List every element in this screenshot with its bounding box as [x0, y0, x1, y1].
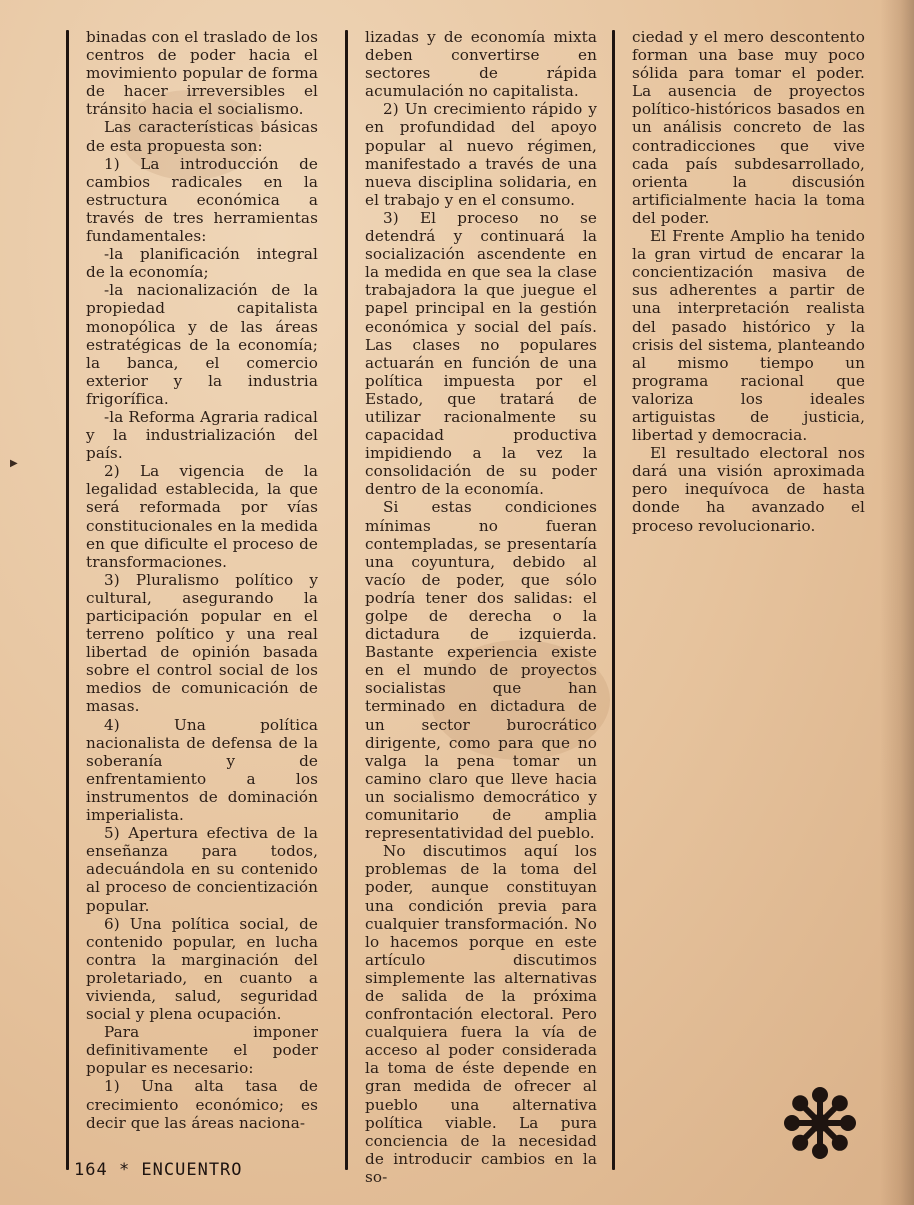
paragraph: 1) La introducción de cambios radicales en la estructura económica a través de tres herramientas fundamentales:	[86, 154, 318, 246]
paragraph: 4) Una política nacionalista de defensa de la soberanía y de enfrentamiento a los instrumentos de dominación imperialista.	[86, 715, 318, 825]
paragraph: Para imponer definitivamente el poder popular es necesario:	[86, 1023, 318, 1078]
paragraph: -la nacionalización de la propiedad capitalista monopólica y de las áreas estratégicas de la economía; la banca, el comercio exterior y la industria frigorífica.	[86, 281, 318, 408]
paragraph: -la planificación integral de la economía;	[86, 245, 318, 282]
ornament-petal	[840, 1115, 856, 1131]
paragraph: El Frente Amplio ha tenido la gran virtud de encarar la concientización masiva de sus adherentes a partir de una interpretación realista del pasado histórico y la crisis del sistema, planteando al mismo tiempo un programa racional que valoriza los ideales artiguistas de justicia, libertad y democracia.	[632, 227, 865, 445]
page-footer: 164 * ENCUENTRO	[74, 1160, 243, 1180]
column-rule-left	[66, 30, 69, 1170]
article-column-2	[365, 28, 597, 1186]
paragraph: binadas con el traslado de los centros de poder hacia el movimiento popular de forma de hacer irreversibles el tránsito hacia el socialismo.	[86, 28, 318, 119]
ornament-petal	[784, 1115, 800, 1131]
paragraph: 2) La vigencia de la legalidad establecida, la que será reformada por vías constitucionales en la medida en que dificulte el proceso de transformaciones.	[86, 462, 318, 571]
paragraph: El resultado electoral nos dará una visión aproximada pero inequívoca de hasta donde ha avanzado el proceso revolucionario.	[632, 444, 865, 535]
paragraph: No discutimos aquí los problemas de la toma del poder, aunque constituyan una condición previa para cualquier transformación. No lo hacemos porque en este artículo discutimos simplemente las alternativas de salida de la próxima confrontación electoral. Pero cualquiera fuera la vía de acceso al poder considerada la toma de éste depende en gran medida de ofrecer al pueblo una alternativa política viable. La pura conciencia de la necesidad de introducir cambios en la so-	[365, 842, 597, 1186]
ornament-petal	[832, 1095, 848, 1111]
paragraph: 2) Un crecimiento rápido y en profundidad del apoyo popular al nuevo régimen, manifestado a través de una nueva disciplina solidaria, en el trabajo y en el consumo.	[365, 100, 597, 209]
paragraph: ciedad y el mero descontento forman una base muy poco sólida para tomar el poder. La ausencia de proyectos político-históricos basados en un análisis concreto de las contradicciones que vive cada país subdesarrollado, orienta la discusión artificialmente hacia la toma del poder.	[632, 28, 865, 227]
ornament-petal	[792, 1135, 808, 1151]
paragraph: -la Reforma Agraria radical y la industrialización del país.	[86, 407, 318, 463]
article-column-3	[632, 28, 865, 1168]
ornament-petal	[812, 1143, 828, 1159]
page-edge-shadow	[880, 0, 914, 1205]
column-rule-right	[612, 30, 615, 1170]
ornament-petal	[832, 1135, 848, 1151]
paragraph: 1) Una alta tasa de crecimiento económico; es decir que las áreas naciona-	[86, 1077, 318, 1132]
paragraph: 5) Apertura efectiva de la enseñanza para todos, adecuándola en su contenido al proceso de concientización popular.	[86, 824, 318, 915]
paragraph: 3) El proceso no se detendrá y continuará la socialización ascendente en la medida en que sea la clase trabajadora la que juegue el papel principal en la gestión económica y social del país. Las clases no populares actuarán en función de una política impuesta por el Estado, que tratará de utilizar racionalmente su capacidad productiva impidiendo a la vez la consolidación de su poder dentro de la economía.	[365, 208, 597, 499]
article-column-1	[86, 28, 318, 1168]
paragraph: Las características básicas de esta propuesta son:	[86, 118, 318, 155]
ornament-petal	[812, 1087, 828, 1103]
paragraph: 3) Pluralismo político y cultural, asegurando la participación popular en el terreno político y una real libertad de opinión basada sobre el control social de los medios de comunicación de masas.	[86, 570, 318, 716]
paragraph: 6) Una política social, de contenido popular, en lucha contra la marginación del proletariado, en cuanto a vivienda, salud, seguridad social y plena ocupación.	[86, 914, 318, 1024]
flower-ornament-icon	[782, 1085, 858, 1161]
column-rule-middle	[345, 30, 348, 1170]
margin-arrow-icon: ▶	[10, 458, 18, 469]
paragraph: lizadas y de economía mixta deben convertirse en sectores de rápida acumulación no capitalista.	[365, 28, 597, 101]
ornament-petal	[792, 1095, 808, 1111]
paragraph: Si estas condiciones mínimas no fueran contempladas, se presentaría una coyuntura, debido al vacío de poder, que sólo podría tener dos salidas: el golpe de derecha o la dictadura de izquierda. Bastante experiencia existe en el mundo de proyectos socialistas que han terminado en dictadura de un sector burocrático dirigente, como para que no valga la pena tomar un camino claro que lleve hacia un socialismo democrático y comunitario de amplia representatividad del pueblo.	[365, 498, 597, 843]
